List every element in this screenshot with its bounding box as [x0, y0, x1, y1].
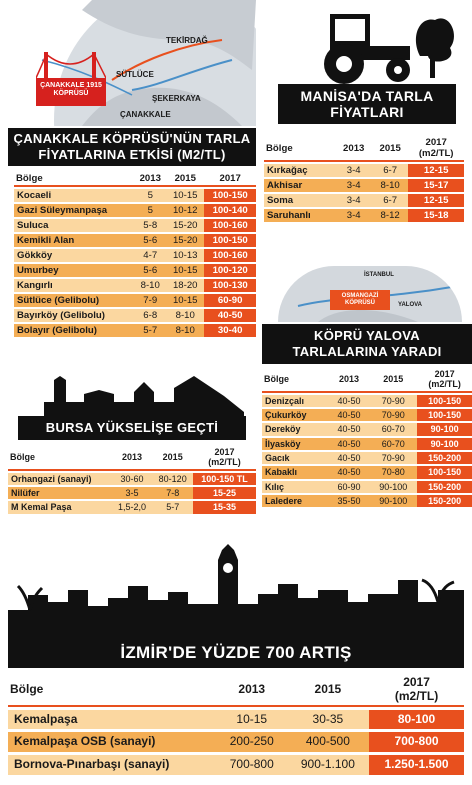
canakkale-cell-value: 40-50 [204, 309, 256, 322]
yalova-cell-region: Çukurköy [262, 409, 329, 421]
yalova-cell-value: 40-50 [329, 395, 370, 407]
map-label-yalova: YALOVA [398, 302, 423, 308]
bursa-cell-region: M Kemal Paşa [8, 501, 112, 513]
yalova-header-0 [262, 368, 329, 393]
bursa-header-label: 2015 [162, 452, 183, 463]
osmangazi-badge-line1: OSMANGAZİ [341, 293, 379, 299]
manisa-header-label: 2013 [343, 142, 365, 154]
manisa-header-unit: (m2/TL) [418, 148, 454, 160]
yalova-cell-region: İlyasköy [262, 438, 329, 450]
izmir-cell-value: 700-800 [217, 755, 287, 775]
yalova-cell-value: 70-80 [369, 466, 417, 478]
manisa-title-line1: MANİSA'DA TARLA [300, 88, 434, 104]
bursa-cell-value: 3-5 [112, 487, 153, 499]
yalova-cell-region: Dereköy [262, 423, 329, 435]
izmir-cell-value: 900-1.100 [287, 755, 369, 775]
canakkale-cell-value: 100-160 [204, 219, 256, 232]
yalova-cell-value: 60-90 [329, 481, 370, 493]
manisa-cell-value: 15-17 [408, 179, 464, 192]
yalova-table-row [262, 409, 472, 421]
manisa-cell-value: 3-4 [336, 194, 372, 207]
izmir-cell-value: 200-250 [217, 732, 287, 752]
canakkale-table-row [14, 234, 256, 247]
manisa-panel [264, 0, 472, 250]
izmir-header-label: 2013 [238, 681, 266, 696]
bursa-cell-value: 80-120 [152, 473, 193, 485]
bursa-title-text: BURSA YÜKSELİŞE GEÇTİ [45, 420, 219, 435]
izmir-cell-region: Bornova-Pınarbaşı (sanayi) [8, 755, 217, 775]
bursa-header-unit: (m2/TL) [208, 457, 241, 468]
bursa-cell-value: 15-25 [193, 487, 256, 499]
yalova-table-wrap [262, 366, 472, 509]
map-label-istanbul: İSTANBUL [364, 272, 394, 278]
yalova-cell-value: 150-200 [417, 481, 472, 493]
canakkale-cell-region: Suluca [14, 219, 134, 232]
izmir-title-text: İZMİR'DE YÜZDE 700 ARTIŞ [120, 643, 352, 662]
canakkale-header-label: 2015 [174, 173, 196, 184]
canakkale-header-label: Bölge [16, 173, 43, 184]
bursa-title [18, 416, 246, 440]
manisa-header-2 [372, 136, 408, 162]
canakkale-cell-value: 100-130 [204, 279, 256, 292]
canakkale-table-row [14, 309, 256, 322]
yalova-header-label: 2013 [339, 374, 360, 385]
manisa-header-label: Bölge [266, 142, 293, 154]
canakkale-cell-region: Gökköy [14, 249, 134, 262]
tractor-icon [310, 6, 460, 86]
izmir-header-1 [217, 675, 287, 707]
izmir-header-unit: (m2/TL) [394, 688, 439, 703]
manisa-title [278, 84, 456, 124]
izmir-cell-value: 30-35 [287, 710, 369, 730]
izmir-table-row [8, 732, 464, 752]
izmir-cell-value: 400-500 [287, 732, 369, 752]
bursa-cell-value: 7-8 [152, 487, 193, 499]
canakkale-cell-value: 5-6 [134, 264, 166, 277]
yalova-cell-region: Laledere [262, 495, 329, 507]
manisa-cell-value: 12-15 [408, 194, 464, 207]
yalova-title [262, 324, 472, 364]
bursa-cell-value: 30-60 [112, 473, 153, 485]
izmir-header-3 [369, 675, 464, 707]
izmir-title [8, 638, 464, 668]
bursa-table-wrap [8, 444, 256, 516]
bursa-cell-region: Nilüfer [8, 487, 112, 499]
canakkale-header-label: 2017 [219, 173, 241, 184]
yalova-header-1 [329, 368, 370, 393]
manisa-header-0 [264, 136, 336, 162]
canakkale-cell-region: Gazi Süleymanpaşa [14, 204, 134, 217]
yalova-cell-value: 100-150 [417, 409, 472, 421]
canakkale-cell-value: 5-6 [134, 234, 166, 247]
canakkale-cell-value: 100-150 [204, 189, 256, 202]
bursa-header-label: Bölge [10, 452, 36, 463]
canakkale-table-row [14, 189, 256, 202]
manisa-cell-region: Kırkağaç [264, 164, 336, 177]
yalova-header-2 [369, 368, 417, 393]
canakkale-title [8, 128, 256, 166]
bursa-cell-value: 5-7 [152, 501, 193, 513]
manisa-header-3 [408, 136, 464, 162]
canakkale-cell-value: 100-150 [204, 234, 256, 247]
canakkale-cell-region: Kemikli Alan [14, 234, 134, 247]
canakkale-table-row [14, 294, 256, 307]
izmir-header-label: Bölge [10, 681, 44, 696]
bursa-header-label: 2013 [121, 452, 142, 463]
canakkale-header-0 [14, 172, 134, 187]
yalova-cell-value: 100-150 [417, 395, 472, 407]
canakkale-cell-value: 100-140 [204, 204, 256, 217]
manisa-table [264, 134, 464, 224]
canakkale-cell-value: 10-15 [166, 189, 204, 202]
manisa-table-row [264, 194, 464, 207]
canakkale-cell-value: 8-10 [166, 324, 204, 337]
canakkale-table-row [14, 204, 256, 217]
canakkale-cell-value: 10-12 [166, 204, 204, 217]
bursa-table-row [8, 473, 256, 485]
manisa-table-row [264, 209, 464, 222]
canakkale-cell-region: Kocaeli [14, 189, 134, 202]
bursa-header-row [8, 446, 256, 471]
canakkale-cell-region: Sütlüce (Gelibolu) [14, 294, 134, 307]
bursa-table-row [8, 487, 256, 499]
manisa-cell-value: 12-15 [408, 164, 464, 177]
canakkale-table-row [14, 249, 256, 262]
bridge-badge-line1: ÇANAKKALE 1915 [40, 82, 102, 89]
canakkale-cell-value: 100-160 [204, 249, 256, 262]
bridge-icon [36, 52, 106, 78]
canakkale-header-2 [166, 172, 204, 187]
yalova-cell-value: 35-50 [329, 495, 370, 507]
manisa-table-wrap [264, 134, 464, 224]
yalova-cell-value: 90-100 [417, 423, 472, 435]
canakkale-cell-value: 6-8 [134, 309, 166, 322]
map-label-tekirdag: TEKİRDAĞ [166, 36, 208, 45]
canakkale-table-row [14, 279, 256, 292]
manisa-cell-value: 8-10 [372, 179, 408, 192]
yalova-cell-value: 40-50 [329, 438, 370, 450]
yalova-cell-value: 40-50 [329, 423, 370, 435]
canakkale-cell-value: 5 [134, 204, 166, 217]
yalova-cell-value: 40-50 [329, 409, 370, 421]
osmangazi-bridge-badge [330, 290, 390, 310]
canakkale-cell-value: 15-20 [166, 219, 204, 232]
manisa-cell-value: 8-12 [372, 209, 408, 222]
canakkale-cell-value: 10-15 [166, 294, 204, 307]
izmir-header-2 [287, 675, 369, 707]
izmir-cell-value: 10-15 [217, 710, 287, 730]
yalova-table-row [262, 495, 472, 507]
manisa-cell-value: 6-7 [372, 164, 408, 177]
canakkale-cell-value: 100-120 [204, 264, 256, 277]
yalova-cell-value: 90-100 [369, 495, 417, 507]
bursa-cell-value: 100-150 TL [193, 473, 256, 485]
canakkale-panel [8, 0, 256, 362]
bursa-cell-value: 1,5-2,0 [112, 501, 153, 513]
yalova-header-row [262, 368, 472, 393]
izmir-cell-region: Kemalpaşa [8, 710, 217, 730]
izmir-cell-region: Kemalpaşa OSB (sanayi) [8, 732, 217, 752]
canakkale-table [14, 170, 256, 339]
canakkale-header-label: 2013 [139, 173, 161, 184]
izmir-cell-value: 1.250-1.500 [369, 755, 464, 775]
yalova-title-line1: KÖPRÜ YALOVA [314, 328, 420, 343]
manisa-table-row [264, 179, 464, 192]
canakkale-cell-value: 5-8 [134, 219, 166, 232]
manisa-table-row [264, 164, 464, 177]
manisa-cell-value: 3-4 [336, 179, 372, 192]
yalova-cell-region: Kabaklı [262, 466, 329, 478]
yalova-header-label: 2017 [434, 369, 455, 379]
canakkale-map [22, 0, 256, 126]
canakkale-bridge-badge [36, 78, 106, 106]
canakkale-header-row [14, 172, 256, 187]
map-label-sekerkaya: ŞEKERKAYA [152, 94, 201, 103]
canakkale-cell-value: 7-9 [134, 294, 166, 307]
yalova-header-3 [417, 368, 472, 393]
bursa-header-3 [193, 446, 256, 471]
yalova-cell-value: 150-200 [417, 495, 472, 507]
izmir-cell-value: 80-100 [369, 710, 464, 730]
yalova-cell-value: 70-90 [369, 395, 417, 407]
map-label-sutluce: SÜTLÜCE [116, 70, 154, 79]
manisa-cell-value: 3-4 [336, 164, 372, 177]
manisa-cell-region: Saruhanlı [264, 209, 336, 222]
canakkale-cell-value: 5-7 [134, 324, 166, 337]
izmir-skyline-icon [8, 540, 464, 640]
bursa-panel [8, 372, 256, 530]
izmir-header-label: 2015 [314, 681, 342, 696]
canakkale-cell-value: 5 [134, 189, 166, 202]
manisa-title-line2: FİYATLARI [330, 104, 404, 120]
bursa-table [8, 444, 256, 516]
yalova-table-row [262, 481, 472, 493]
canakkale-table-row [14, 324, 256, 337]
canakkale-title-line2: FİYATLARINA ETKİSİ (M2/TL) [38, 147, 226, 162]
yalova-table-row [262, 423, 472, 435]
izmir-table-row [8, 710, 464, 730]
bridge-badge-line2: KÖPRÜSÜ [53, 90, 89, 98]
canakkale-cell-value: 4-7 [134, 249, 166, 262]
manisa-cell-value: 3-4 [336, 209, 372, 222]
yalova-header-label: Bölge [264, 374, 290, 385]
yalova-cell-value: 100-150 [417, 466, 472, 478]
yalova-table-row [262, 452, 472, 464]
canakkale-header-3 [204, 172, 256, 187]
manisa-cell-region: Soma [264, 194, 336, 207]
manisa-header-row [264, 136, 464, 162]
manisa-cell-region: Akhisar [264, 179, 336, 192]
canakkale-cell-value: 10-15 [166, 264, 204, 277]
canakkale-cell-region: Kangırlı [14, 279, 134, 292]
yalova-cell-region: Kılıç [262, 481, 329, 493]
yalova-table-row [262, 395, 472, 407]
yalova-table [262, 366, 472, 509]
yalova-cell-region: Denizçalı [262, 395, 329, 407]
yalova-panel [262, 256, 472, 526]
bursa-cell-region: Orhangazi (sanayi) [8, 473, 112, 485]
canakkale-cell-value: 18-20 [166, 279, 204, 292]
izmir-table-wrap [8, 672, 464, 778]
yalova-cell-value: 150-200 [417, 452, 472, 464]
canakkale-table-wrap [14, 170, 256, 339]
manisa-header-label: 2015 [379, 142, 401, 154]
canakkale-cell-value: 30-40 [204, 324, 256, 337]
izmir-header-0 [8, 675, 217, 707]
canakkale-cell-region: Umurbey [14, 264, 134, 277]
yalova-cell-value: 90-100 [417, 438, 472, 450]
manisa-header-1 [336, 136, 372, 162]
bursa-header-0 [8, 446, 112, 471]
canakkale-cell-value: 15-20 [166, 234, 204, 247]
yalova-cell-value: 60-70 [369, 438, 417, 450]
manisa-header-label: 2017 [425, 137, 447, 148]
canakkale-cell-region: Bayırköy (Gelibolu) [14, 309, 134, 322]
bursa-header-2 [152, 446, 193, 471]
canakkale-cell-region: Bolayır (Gelibolu) [14, 324, 134, 337]
yalova-map [278, 266, 462, 322]
canakkale-table-row [14, 219, 256, 232]
manisa-cell-value: 15-18 [408, 209, 464, 222]
yalova-cell-value: 70-90 [369, 409, 417, 421]
canakkale-cell-value: 10-13 [166, 249, 204, 262]
manisa-cell-value: 6-7 [372, 194, 408, 207]
izmir-cell-value: 700-800 [369, 732, 464, 752]
yalova-title-line2: TARLALARINA YARADI [292, 344, 442, 359]
yalova-cell-value: 40-50 [329, 466, 370, 478]
yalova-cell-value: 90-100 [369, 481, 417, 493]
izmir-header-label: 2017 [403, 675, 430, 689]
izmir-panel [8, 540, 464, 785]
canakkale-cell-value: 60-90 [204, 294, 256, 307]
bursa-skyline-icon [44, 372, 244, 422]
izmir-table [8, 672, 464, 778]
yalova-cell-value: 70-90 [369, 452, 417, 464]
bursa-cell-value: 15-35 [193, 501, 256, 513]
yalova-cell-value: 40-50 [329, 452, 370, 464]
yalova-header-label: 2015 [383, 374, 404, 385]
osmangazi-badge-line2: KÖPRÜSÜ [344, 300, 375, 307]
canakkale-table-row [14, 264, 256, 277]
bursa-table-row [8, 501, 256, 513]
canakkale-header-1 [134, 172, 166, 187]
bursa-header-label: 2017 [214, 447, 235, 457]
canakkale-cell-value: 8-10 [134, 279, 166, 292]
izmir-header-row [8, 675, 464, 707]
canakkale-cell-value: 8-10 [166, 309, 204, 322]
yalova-cell-region: Gacık [262, 452, 329, 464]
bursa-header-1 [112, 446, 153, 471]
yalova-table-row [262, 438, 472, 450]
map-label-canakkale: ÇANAKKALE [120, 110, 171, 119]
izmir-table-row [8, 755, 464, 775]
yalova-cell-value: 60-70 [369, 423, 417, 435]
yalova-header-unit: (m2/TL) [428, 379, 461, 390]
canakkale-title-line1: ÇANAKKALE KÖPRÜSÜ'NÜN TARLA [13, 131, 251, 146]
yalova-table-row [262, 466, 472, 478]
